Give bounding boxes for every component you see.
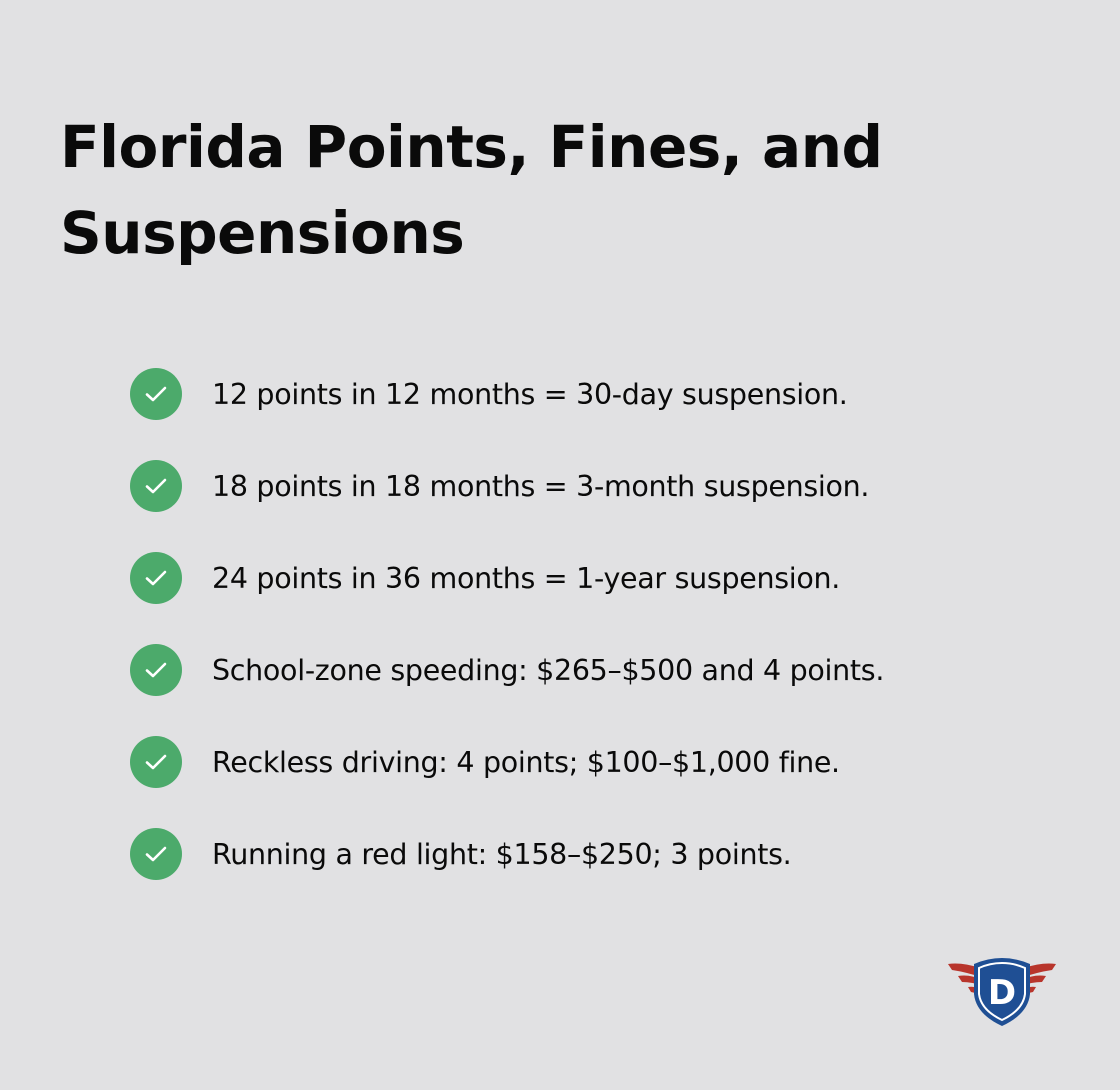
list-item-text: Reckless driving: 4 points; $100–$1,000 fine. xyxy=(212,745,840,779)
check-icon xyxy=(130,828,182,880)
check-icon xyxy=(130,460,182,512)
check-icon xyxy=(130,552,182,604)
list-item xyxy=(130,644,884,696)
list-item xyxy=(130,736,884,788)
list-item-text: School-zone speeding: $265–$500 and 4 points. xyxy=(212,653,885,687)
list-item-text: 24 points in 36 months = 1-year suspension. xyxy=(212,561,841,595)
list-item-text: 12 points in 12 months = 30-day suspension. xyxy=(212,377,848,411)
check-icon xyxy=(130,644,182,696)
logo-letter: D xyxy=(987,973,1017,1013)
list-item xyxy=(130,828,884,880)
points-list xyxy=(130,368,884,920)
list-item xyxy=(130,552,884,604)
list-item xyxy=(130,368,884,420)
check-icon xyxy=(130,368,182,420)
list-item-text: 18 points in 18 months = 3-month suspension. xyxy=(212,469,870,503)
list-item xyxy=(130,460,884,512)
page-title: Florida Points, Fines, and Suspensions xyxy=(60,113,883,267)
list-item-text: Running a red light: $158–$250; 3 points. xyxy=(212,837,792,871)
check-icon xyxy=(130,736,182,788)
winged-shield-logo-icon xyxy=(946,956,1058,1028)
